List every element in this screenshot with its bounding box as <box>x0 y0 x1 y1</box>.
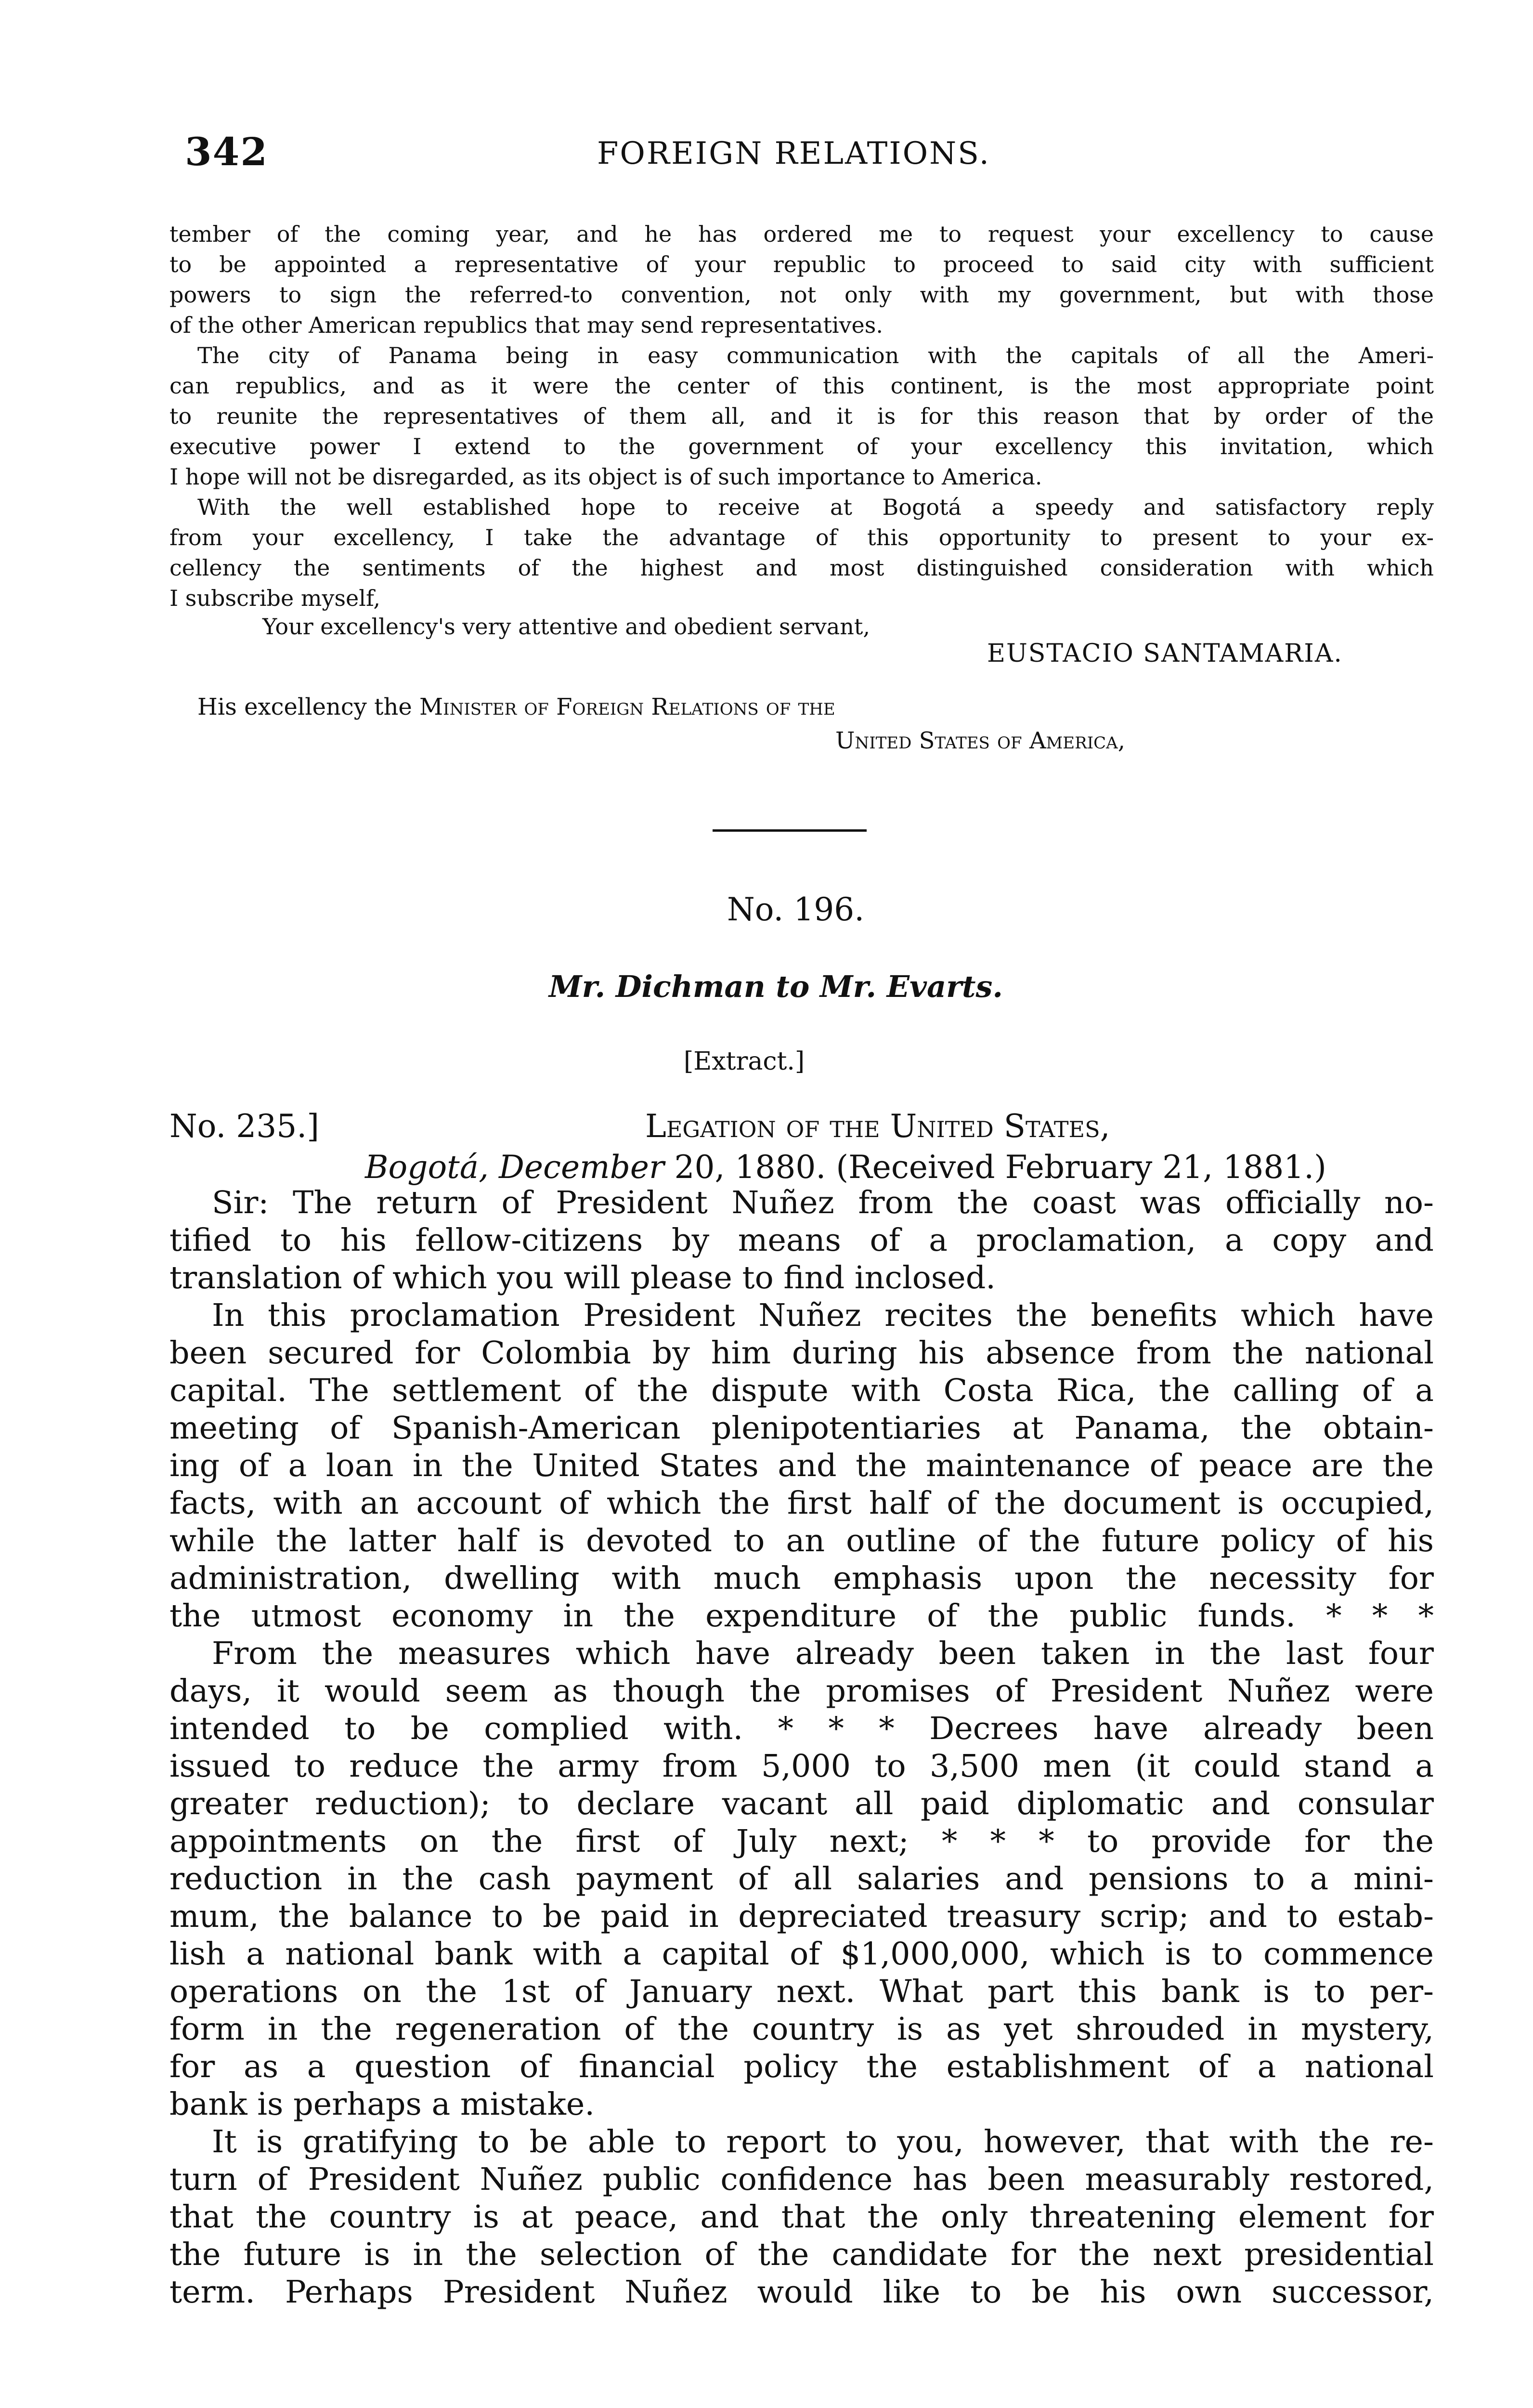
text-line: I subscribe myself, <box>169 585 380 611</box>
addressee-line-2: United States of America, <box>835 727 1125 754</box>
text-line: for as a question of financial policy the establishment of a national <box>169 2049 1434 2085</box>
text-line: The city of Panama being in easy communication with the capitals of all the Ameri- <box>197 342 1434 368</box>
addressee-line-1 <box>197 694 835 720</box>
text-line: been secured for Colombia by him during his absence from the national <box>169 1335 1434 1371</box>
document-number: No. 196. <box>727 891 865 928</box>
date-place: Bogotá, December <box>365 1149 664 1186</box>
text-line: appointments on the first of July next; * * * to provide for the <box>169 1823 1434 1859</box>
page-number: 342 <box>185 129 268 174</box>
text-line: tember of the coming year, and he has ordered me to request your excellency to cause <box>169 221 1434 247</box>
text-line: In this proclamation President Nuñez recites the benefits which have <box>212 1297 1434 1334</box>
text-line: that the country is at peace, and that the only threatening element for <box>169 2199 1434 2235</box>
text-line: form in the regeneration of the country is as yet shrouded in mystery, <box>169 2011 1434 2047</box>
text-line: With the well established hope to receive at Bogotá a speedy and satisfactory reply <box>197 494 1434 520</box>
dateline <box>365 1149 1326 1186</box>
text-line: I hope will not be disregarded, as its object is of such importance to America. <box>169 464 1042 490</box>
text-line: lish a national bank with a capital of $1,000,000, which is to commence <box>169 1936 1434 1972</box>
text-line: greater reduction); to declare vacant all paid diplomatic and consular <box>169 1786 1434 1822</box>
document-heading: Mr. Dichman to Mr. Evarts. <box>549 969 1003 1004</box>
addressee-prefix: His excellency the <box>197 694 412 720</box>
text-line: the utmost economy in the expenditure of the public funds. * * * <box>169 1598 1434 1634</box>
text-line: operations on the 1st of January next. What part this bank is to per- <box>169 1974 1434 2010</box>
text-line: days, it would seem as though the promises of President Nuñez were <box>169 1673 1434 1709</box>
text-line: Sir: The return of President Nuñez from the coast was officially no- <box>212 1185 1434 1221</box>
text-line: turn of President Nuñez public confidence has been measurably restored, <box>169 2161 1434 2198</box>
text-line: capital. The settlement of the dispute with Costa Rica, the calling of a <box>169 1373 1434 1409</box>
text-line: mum, the balance to be paid in depreciated treasury scrip; and to estab- <box>169 1898 1434 1935</box>
text-line: administration, dwelling with much emphasis upon the necessity for <box>169 1560 1434 1597</box>
text-line: the future is in the selection of the candidate for the next presidential <box>169 2237 1434 2273</box>
section-divider <box>713 829 867 832</box>
text-line: intended to be complied with. * * * Decrees have already been <box>169 1711 1434 1747</box>
running-title: FOREIGN RELATIONS. <box>597 136 990 171</box>
text-line: issued to reduce the army from 5,000 to 3,500 men (it could stand a <box>169 1748 1434 1784</box>
text-line: to be appointed a representative of your republic to proceed to said city with sufficient <box>169 251 1434 277</box>
text-line: powers to sign the referred-to convention, not only with my government, but with those <box>169 282 1434 308</box>
text-line: of the other American republics that may send representatives. <box>169 312 883 338</box>
text-line: to reunite the representatives of them all, and it is for this reason that by order of the <box>169 403 1434 429</box>
date-rest: 20, 1880. <box>674 1149 826 1186</box>
text-line: ing of a loan in the United States and the maintenance of peace are the <box>169 1448 1434 1484</box>
text-line: translation of which you will please to find inclosed. <box>169 1260 996 1296</box>
text-line: from your excellency, I take the advantage of this opportunity to present to your ex- <box>169 524 1434 550</box>
text-line: facts, with an account of which the first half of the document is occupied, <box>169 1485 1434 1521</box>
text-line: can republics, and as it were the center of this continent, is the most appropriate point <box>169 373 1434 399</box>
text-line: It is gratifying to be able to report to you, however, that with the re- <box>212 2124 1434 2160</box>
signature: EUSTACIO SANTAMARIA. <box>987 639 1343 668</box>
text-line: From the measures which have already been taken in the last four <box>212 1636 1434 1672</box>
text-line: executive power I extend to the government of your excellency this invitation, which <box>169 433 1434 459</box>
text-line: term. Perhaps President Nuñez would like to be his own successor, <box>169 2274 1434 2310</box>
extract-label: [Extract.] <box>684 1047 805 1076</box>
closing-line: Your excellency's very attentive and obedient servant, <box>262 614 870 640</box>
addressee-title: Minister of Foreign Relations of the <box>419 694 835 720</box>
text-line: tified to his fellow-citizens by means of a proclamation, a copy and <box>169 1222 1434 1258</box>
dispatch-number: No. 235.] <box>169 1108 319 1145</box>
text-line: meeting of Spanish-American plenipotentiaries at Panama, the obtain- <box>169 1410 1434 1446</box>
text-line: bank is perhaps a mistake. <box>169 2086 595 2122</box>
received-date: (Received February 21, 1881.) <box>836 1149 1326 1186</box>
text-line: cellency the sentiments of the highest and most distinguished consideration with which <box>169 555 1434 581</box>
text-line: while the latter half is devoted to an outline of the future policy of his <box>169 1523 1434 1559</box>
text-line: reduction in the cash payment of all salaries and pensions to a mini- <box>169 1861 1434 1897</box>
legation-line: Legation of the United States, <box>645 1108 1110 1145</box>
